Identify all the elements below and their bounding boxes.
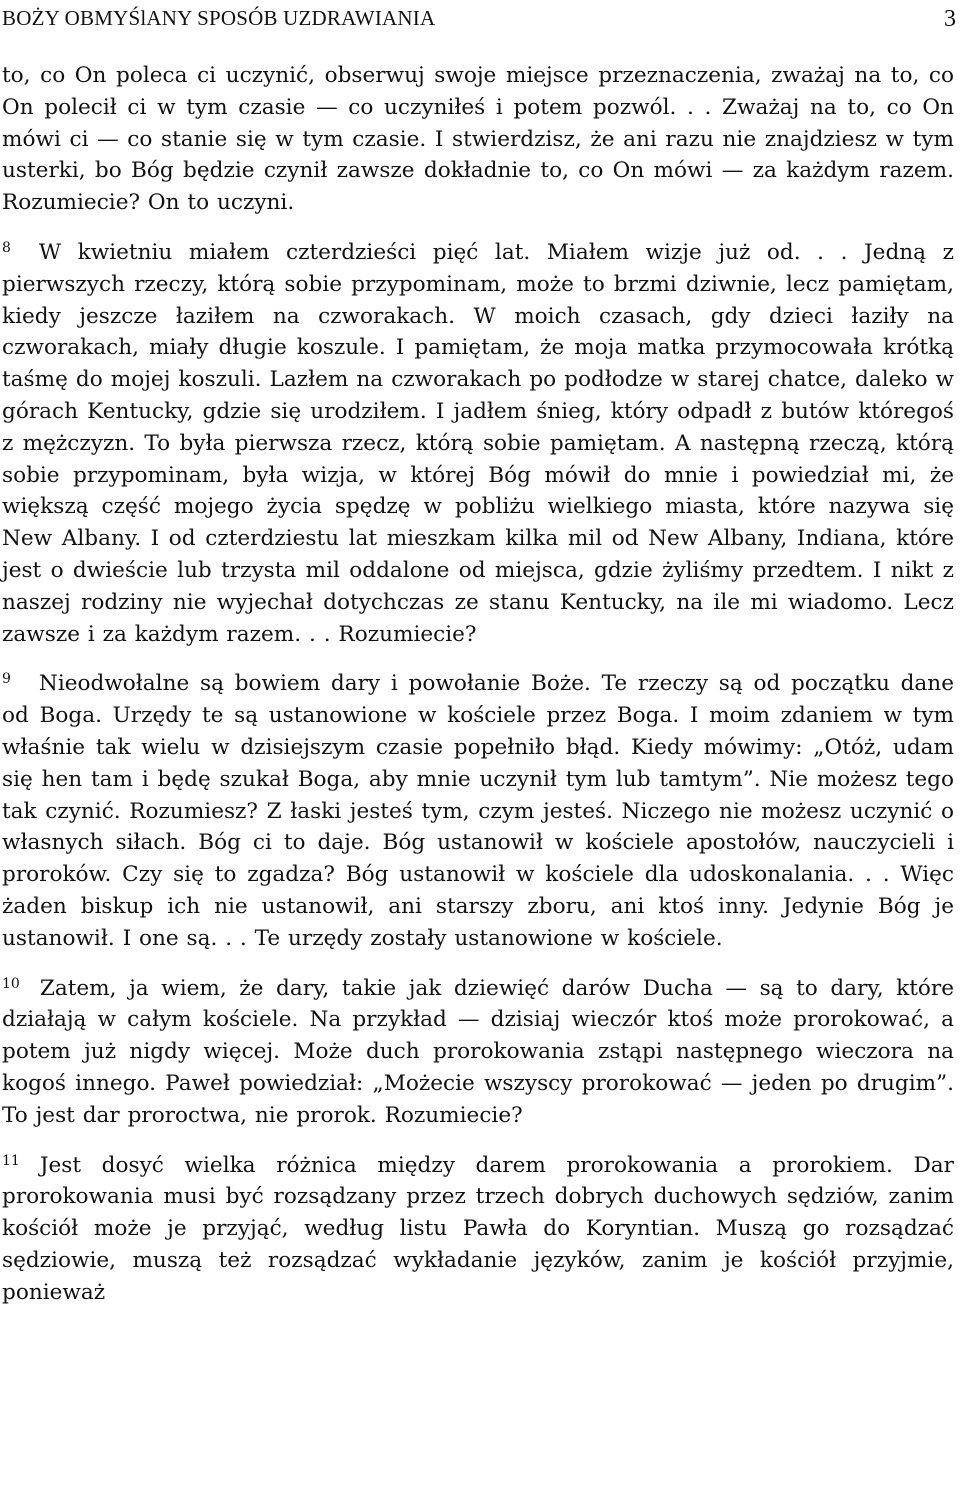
running-head: BOŻY OBMYŚlANY SPOSÓB UZDRAWIANIA [2, 6, 436, 30]
paragraph-number: 8 [2, 239, 11, 256]
paragraph-text: to, co On poleca ci uczynić, obserwuj swoje miejsce przeznaczenia, zważaj na to, co On polecił ci w tym czasie — co uczyniłeś i potem pozwól. . . Zważaj na to, co On mówi ci — co stanie się w tym czasie. I stwierdzisz, że ani razu nie znajdziesz w tym usterki, bo Bóg będzie czynił zawsze dokładnie to, co On mówi — za każdym razem. Rozumiecie? On to uczyni. [2, 63, 954, 216]
paragraph-continued [2, 60, 954, 219]
paragraph-text: Nieodwołalne są bowiem dary i powołanie Boże. Te rzeczy są od początku dane od Boga. Urzędy te są ustanowione w kościele przez Boga. I moim zdaniem w tym właśnie tak wielu w dzisiejszym czasie popełniło błąd. Kiedy mówimy: „Otóż, udam się hen tam i będę szukał Boga, aby mnie uczynił tym lub tamtym”. Nie możesz tego tak czynić. Rozumiesz? Z łaski jesteś tym, czym jesteś. Niczego nie możesz uczynić o własnych siłach. Bóg ci to daje. Bóg ustanowił w kościele apostołów, nauczycieli i proroków. Czy się to zgadza? Bóg ustanowił w kościele dla udoskonalania. . . Więc żaden biskup ich nie ustanowił, ani starszy zboru, ani ktoś inny. Jedynie Bóg je ustanowił. I one są. . . Te urzędy zostały ustanowione w kościele. [2, 671, 954, 951]
paragraph-9 [2, 664, 954, 954]
page-number: 3 [944, 6, 956, 32]
body-text [2, 60, 954, 1308]
paragraph-text: W kwietniu miałem czterdzieści pięć lat. Miałem wizje już od. . . Jedną z pierwszych rzeczy, którą sobie przypominam, może to brzmi dziwnie, lecz pamiętam, kiedy jeszcze łaziłem na czworakach. W moich czasach, gdy dzieci łaziły na czworakach, miały długie koszule. I pamiętam, że moja matka przymocowała krótką taśmę do mojej koszuli. Lazłem na czworakach po podłodze w starej chatce, daleko w górach Kentucky, gdzie się urodziłem. I jadłem śnieg, który odpadł z butów któregoś z mężczyzn. To była pierwsza rzecz, którą sobie pamiętam. A następną rzeczą, którą sobie przypominam, była wizja, w której Bóg mówił do mnie i powiedział mi, że większą część mojego życia spędzę w pobliżu wielkiego miasta, które nazywa się New Albany. I od czterdziestu lat mieszkam kilka mil od New Albany, Indiana, które jest o dwieście lub trzysta mil oddalone od miejsca, gdzie żyliśmy przedtem. I nikt z naszej rodziny nie wyjechał dotychczas ze stanu Kentucky, na ile mi wiadomo. Lecz zawsze i za każdym razem. . . Rozumiecie? [2, 239, 954, 647]
paragraph-text: Jest dosyć wielka różnica między darem prorokowania a prorokiem. Dar prorokowania musi być rozsądzany przez trzech dobrych duchowych sędziów, zanim kościół może je przyjąć, według listu Pawła do Koryntian. Muszą go rozsądzać sędziowie, muszą też rozsądzać wykładanie języków, zanim je kościół przyjmie, ponieważ [2, 1152, 954, 1305]
paragraph-number: 9 [2, 671, 11, 688]
paragraph-10 [2, 969, 954, 1132]
paragraph-number: 11 [2, 1152, 20, 1169]
paragraph-text: Zatem, ja wiem, że dary, takie jak dziewięć darów Ducha — są to dary, które działają w całym kościele. Na przykład — dzisiaj wieczór ktoś może prorokować, a potem już nigdy więcej. Może duch prorokowania zstąpi następnego wieczora na kogoś innego. Paweł powiedział: „Możecie wszyscy prorokować — jeden po drugim”. To jest dar proroctwa, nie prorok. Rozumiecie? [2, 975, 954, 1128]
paragraph-number: 10 [2, 975, 20, 992]
paragraph-8 [2, 233, 954, 650]
page-header [0, 6, 960, 30]
paragraph-11 [2, 1146, 954, 1309]
